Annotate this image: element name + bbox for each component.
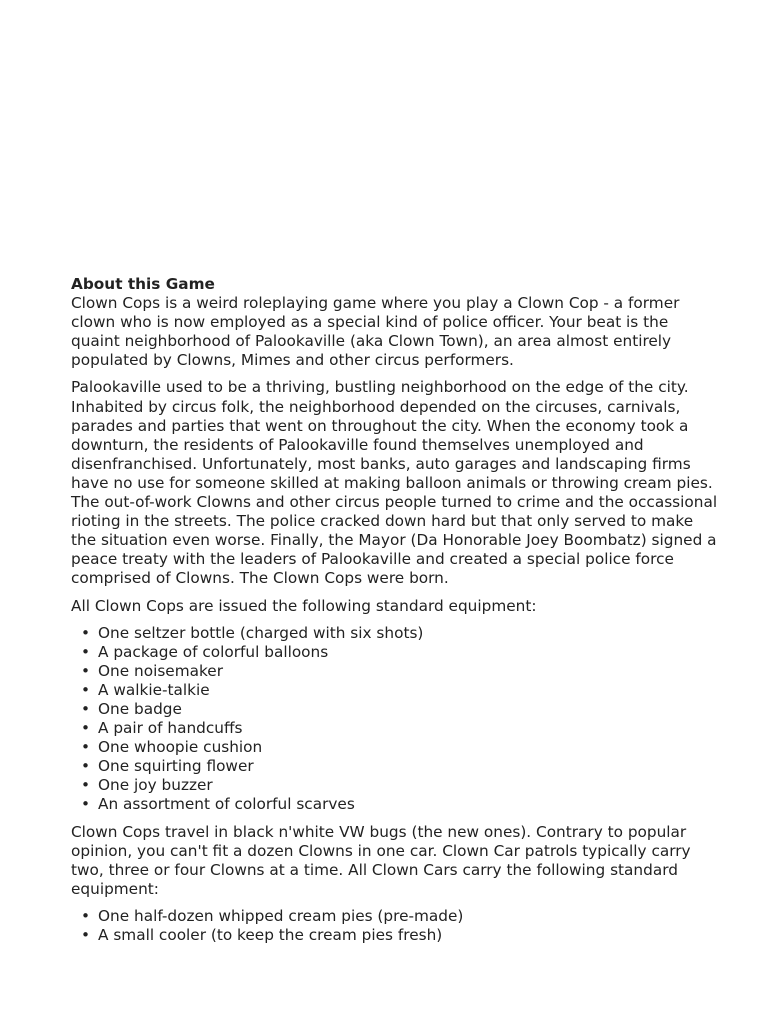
list-item: • An assortment of colorful scarves	[81, 795, 355, 814]
bullet-icon: •	[81, 926, 91, 944]
list-item: • One squirting flower	[81, 757, 254, 776]
bullet-icon: •	[81, 906, 91, 925]
list-item: • A package of colorful balloons	[81, 642, 329, 661]
history-paragraph: Palookaville used to be a thriving, bustling neighborhood on the edge of the city. Inhabited by circus folk, the neighborhood depended on the circuses, carnivals, parades and parties that went on throughout the city. When the economy took a downturn, the residents of Palookaville found themselves unemployed and disenfranchised. Unfortunately, most banks, auto garages and landscaping firms have no use for someone skilled at making balloon animals or throwing cream pies. The out-of-work Clowns and other circus people turned to crime and the occassional rioting in the streets. The police cracked down hard but that only served to make the situation even worse. Finally, the Mayor (Da Honorable Joey Boombatz) signed a peace treaty with the leaders of Palookaville and created a special police force comprised of Clowns. The Clown Cops were born.	[71, 378, 718, 588]
list-item: • One seltzer bottle (charged with six shots)	[81, 623, 424, 642]
bullet-icon: •	[81, 738, 91, 757]
bullet-icon: •	[81, 757, 91, 776]
intro-paragraph: Clown Cops is a weird roleplaying game where you play a Clown Cop - a former clown who is now employed as a special kind of police officer. Your beat is the quaint neighborhood of Palookaville (aka Clown Town), an area almost entirely populated by Clowns, Mimes and other circus performers.	[71, 294, 680, 370]
list-item: • One badge	[81, 699, 182, 718]
list-item: • A pair of handcuffs	[81, 719, 243, 738]
bullet-icon: •	[81, 623, 91, 642]
bullet-icon: •	[81, 642, 91, 661]
list-item: • One noisemaker	[81, 661, 223, 680]
list-item: • One joy buzzer	[81, 776, 213, 795]
bullet-icon: •	[81, 699, 91, 718]
bullet-icon: •	[81, 776, 91, 795]
car-equipment-list	[71, 907, 721, 945]
bullet-icon: •	[81, 795, 91, 814]
bullet-icon: •	[81, 719, 91, 738]
document-body	[71, 275, 721, 953]
equipment-intro-paragraph: All Clown Cops are issued the following standard equipment:	[71, 596, 537, 615]
list-item: • One half-dozen whipped cream pies (pre-made)	[81, 906, 464, 925]
list-item: • One whoopie cushion	[81, 738, 263, 757]
equipment-list	[71, 624, 721, 815]
bullet-icon: •	[81, 661, 91, 680]
cars-paragraph: Clown Cops travel in black n'white VW bugs (the new ones). Contrary to popular opinion, you can't fit a dozen Clowns in one car. Clown Car patrols typically carry two, three or four Clowns at a time. All Clown Cars carry the following standard equipment:	[71, 822, 691, 898]
list-item: • A walkie-talkie	[81, 680, 210, 699]
bullet-icon: •	[81, 680, 91, 699]
section-heading: About this Game	[71, 275, 215, 293]
list-item: • A small cooler (to keep the cream pies fresh)	[81, 926, 443, 944]
